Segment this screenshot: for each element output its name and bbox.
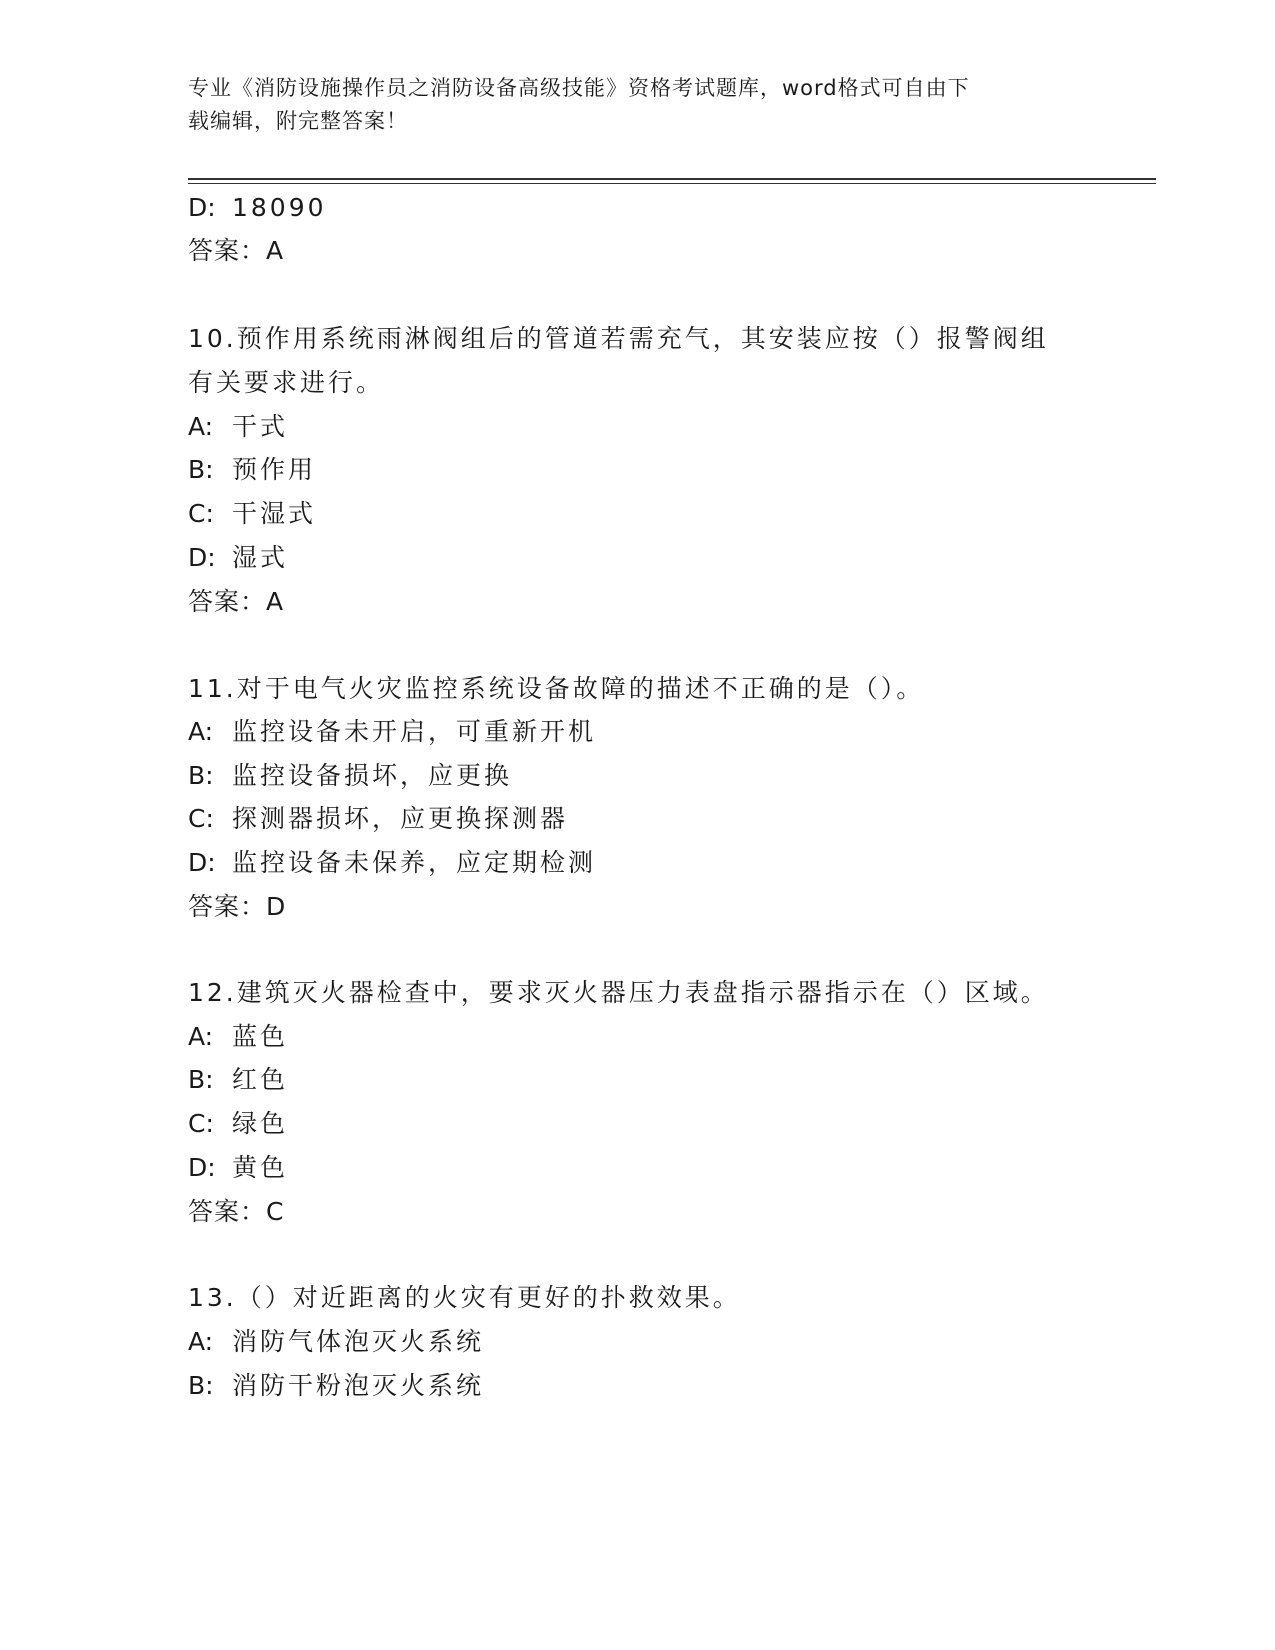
q12-option-a: A: 蓝色 [188,1022,289,1051]
q10-option-a: A: 干式 [188,412,289,441]
header-line-2: 载编辑，附完整答案！ [188,109,408,133]
q10-stem-line-2: 有关要求进行。 [188,368,385,397]
q13-option-b: B: 消防干粉泡灭火系统 [188,1371,485,1400]
q13-option-a: A: 消防气体泡灭火系统 [188,1327,485,1356]
q12-stem: 12.建筑灭火器检查中，要求灭火器压力表盘指示器指示在（）区域。 [188,978,1049,1007]
q12-answer: 答案：C [188,1197,285,1226]
q12-option-c: C: 绿色 [188,1109,289,1138]
q11-stem: 11.对于电气火灾监控系统设备故障的描述不正确的是（）。 [188,674,925,703]
header-divider-thick [188,178,1156,180]
prev-answer: 答案：A [188,236,285,265]
q11-option-b: B: 监控设备损坏，应更换 [188,761,513,790]
q11-option-a: A: 监控设备未开启，可重新开机 [188,717,597,746]
q11-option-c: C: 探测器损坏，应更换探测器 [188,804,569,833]
q12-option-b: B: 红色 [188,1065,289,1094]
header-line-1: 专业《消防设施操作员之消防设备高级技能》资格考试题库，word格式可自由下 [188,76,970,100]
q10-option-d: D: 湿式 [188,543,289,572]
q10-option-b: B: 预作用 [188,455,317,484]
q10-option-c: C: 干湿式 [188,499,317,528]
document-header [188,72,1088,138]
header-divider-thin [188,183,1156,184]
q10-stem-line-1: 10.预作用系统雨淋阀组后的管道若需充气，其安装应按（）报警阀组 [188,324,1049,353]
q12-option-d: D: 黄色 [188,1153,289,1182]
q13-stem: 13.（）对近距离的火灾有更好的扑救效果。 [188,1283,741,1312]
q11-answer: 答案：D [188,892,287,921]
prev-option-d: D: 18090 [188,193,327,222]
q11-option-d: D: 监控设备未保养，应定期检测 [188,848,597,877]
q10-answer: 答案：A [188,587,285,616]
